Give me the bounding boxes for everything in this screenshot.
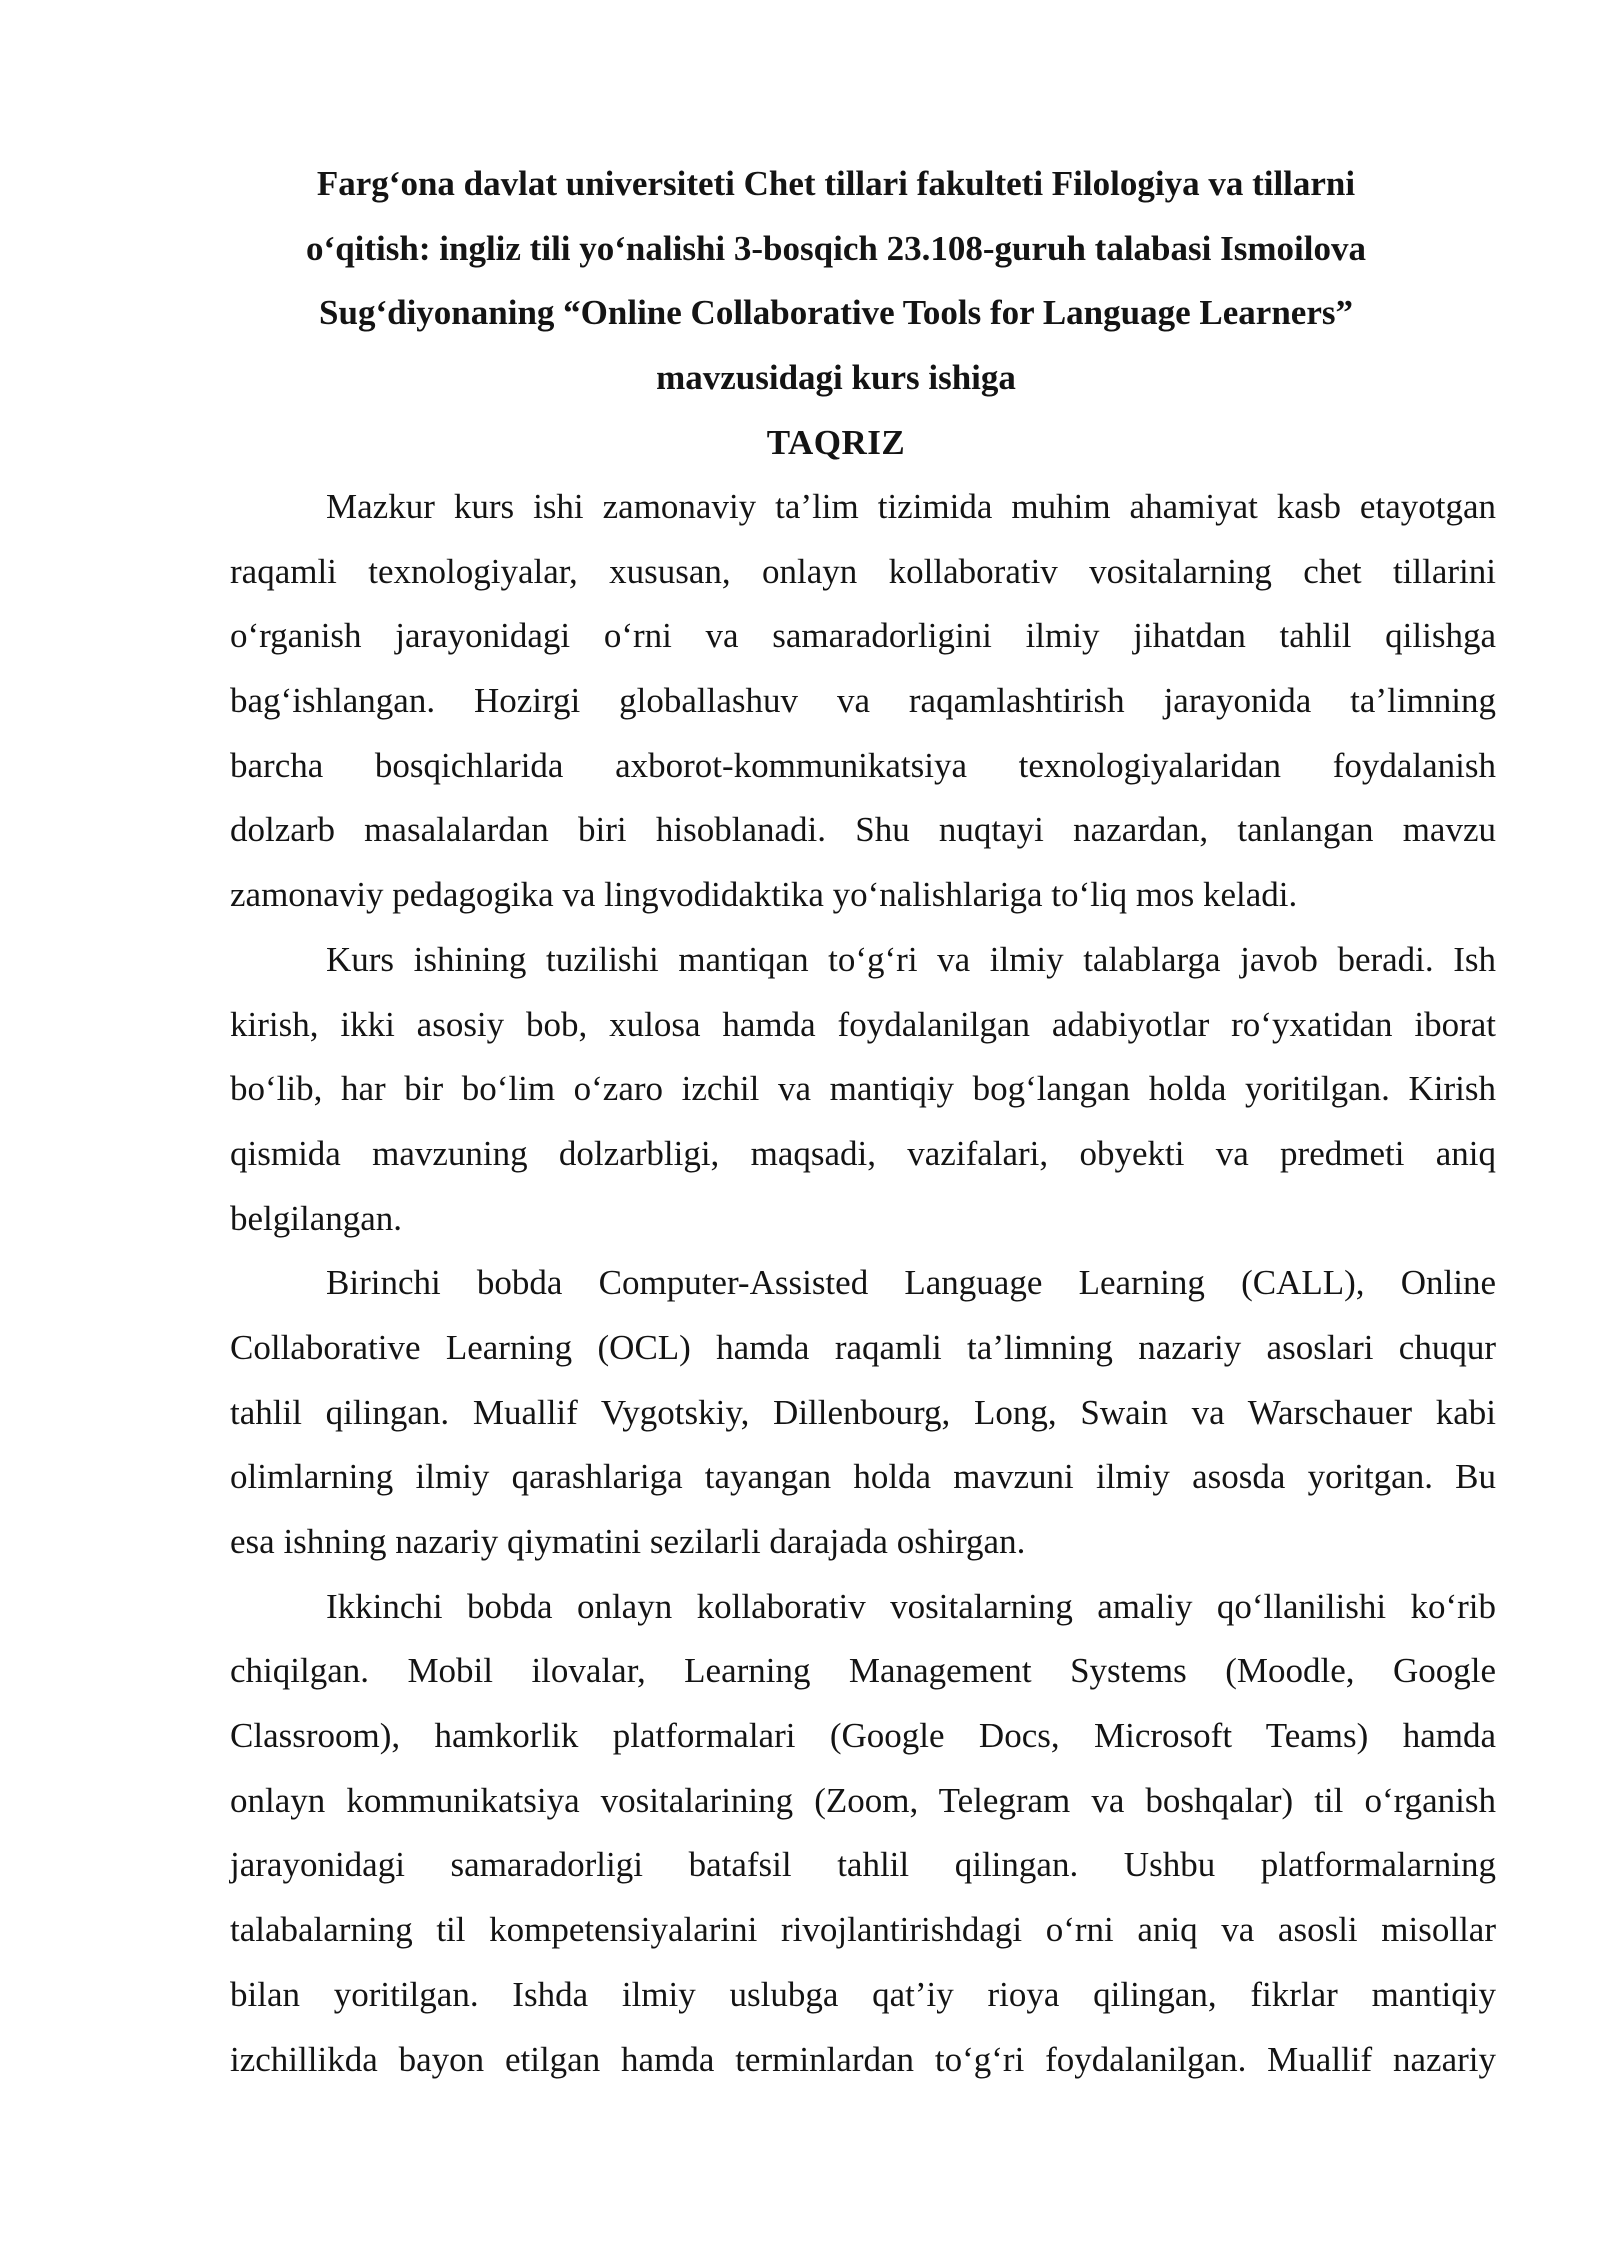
text-line: qismida mavzuning dolzarbligi, maqsadi, vazifalari, obyekti va predmeti aniq [230, 1133, 1496, 1173]
text-line: dolzarb masalalardan biri hisoblanadi. Shu nuqtayi nazardan, tanlangan mavzu [230, 810, 1496, 850]
text-line: talabalarning til kompetensiyalarini rivojlantirishdagi o‘rni aniq va asosli misollar [230, 1910, 1496, 1950]
paragraph [230, 475, 1496, 928]
header-line: Farg‘ona davlat universiteti Chet tillari fakulteti Filologiya va tillarni [316, 164, 1356, 203]
text-line: olimlarning ilmiy qarashlariga tayangan holda mavzuni ilmiy asosda yoritgan. Bu [230, 1457, 1496, 1497]
text-line: Collaborative Learning (OCL) hamda raqamli ta’limning nazariy asoslari chuqur [230, 1327, 1496, 1367]
header-line: mavzusidagi kurs ishiga [656, 357, 1016, 397]
text-line: chiqilgan. Mobil ilovalar, Learning Management Systems (Moodle, Google [230, 1651, 1496, 1691]
text-line: bag‘ishlangan. Hozirgi globallashuv va raqamlashtirish jarayonida ta’limning [230, 681, 1496, 721]
text-line: izchillikda bayon etilgan hamda terminlardan to‘g‘ri foydalanilgan. Muallif nazariy [230, 2039, 1496, 2079]
document-header [236, 152, 1436, 410]
text-line: Kurs ishining tuzilishi mantiqan to‘g‘ri va ilmiy talablarga javob beradi. Ish [326, 939, 1496, 979]
text-line: bo‘lib, har bir bo‘lim o‘zaro izchil va mantiqiy bog‘langan holda yoritilgan. Kirish [230, 1069, 1496, 1109]
text-line: zamonaviy pedagogika va lingvodidaktika yo‘nalishlariga to‘liq mos keladi. [230, 875, 1298, 915]
paragraph [230, 1575, 1496, 2093]
text-line: jarayonidagi samaradorligi batafsil tahlil qilingan. Ushbu platformalarning [230, 1845, 1496, 1885]
text-line: belgilangan. [230, 1198, 403, 1238]
header-line: o‘qitish: ingliz tili yo‘nalishi 3-bosqich 23.108-guruh talabasi Ismoilova [306, 228, 1366, 268]
text-line: o‘rganish jarayonidagi o‘rni va samaradorligini ilmiy jihatdan tahlil qilishga [230, 616, 1496, 656]
text-line: kirish, ikki asosiy bob, xulosa hamda foydalanilgan adabiyotlar ro‘yxatidan iborat [230, 1004, 1496, 1044]
text-line: Ikkinchi bobda onlayn kollaborativ vositalarning amaliy qo‘llanilishi ko‘rib [326, 1586, 1496, 1626]
paragraph [230, 928, 1496, 1251]
text-line: barcha bosqichlarida axborot-kommunikatsiya texnologiyalaridan foydalanish [230, 745, 1496, 785]
text-line: esa ishning nazariy qiymatini sezilarli darajada oshirgan. [230, 1522, 1026, 1561]
text-line: tahlil qilingan. Muallif Vygotskiy, Dillenbourg, Long, Swain va Warschauer kabi [230, 1392, 1496, 1432]
text-line: Mazkur kurs ishi zamonaviy ta’lim tizimida muhim ahamiyat kasb etayotgan [326, 487, 1496, 526]
review-title: TAQRIZ [766, 423, 906, 462]
paragraph [230, 1251, 1496, 1574]
text-line: onlayn kommunikatsiya vositalarining (Zoom, Telegram va boshqalar) til o‘rganish [230, 1780, 1496, 1820]
text-line: Birinchi bobda Computer-Assisted Language Learning (CALL), Online [326, 1263, 1496, 1303]
text-line: bilan yoritilgan. Ishda ilmiy uslubga qat’iy rioya qilingan, fikrlar mantiqiy [230, 1974, 1496, 2014]
text-line: Classroom), hamkorlik platformalari (Google Docs, Microsoft Teams) hamda [230, 1716, 1496, 1756]
header-line: Sug‘diyonaning “Online Collaborative Tools for Language Learners” [319, 293, 1353, 333]
document-body [230, 475, 1496, 2092]
text-line: raqamli texnologiyalar, xususan, onlayn kollaborativ vositalarning chet tillarini [230, 551, 1496, 591]
